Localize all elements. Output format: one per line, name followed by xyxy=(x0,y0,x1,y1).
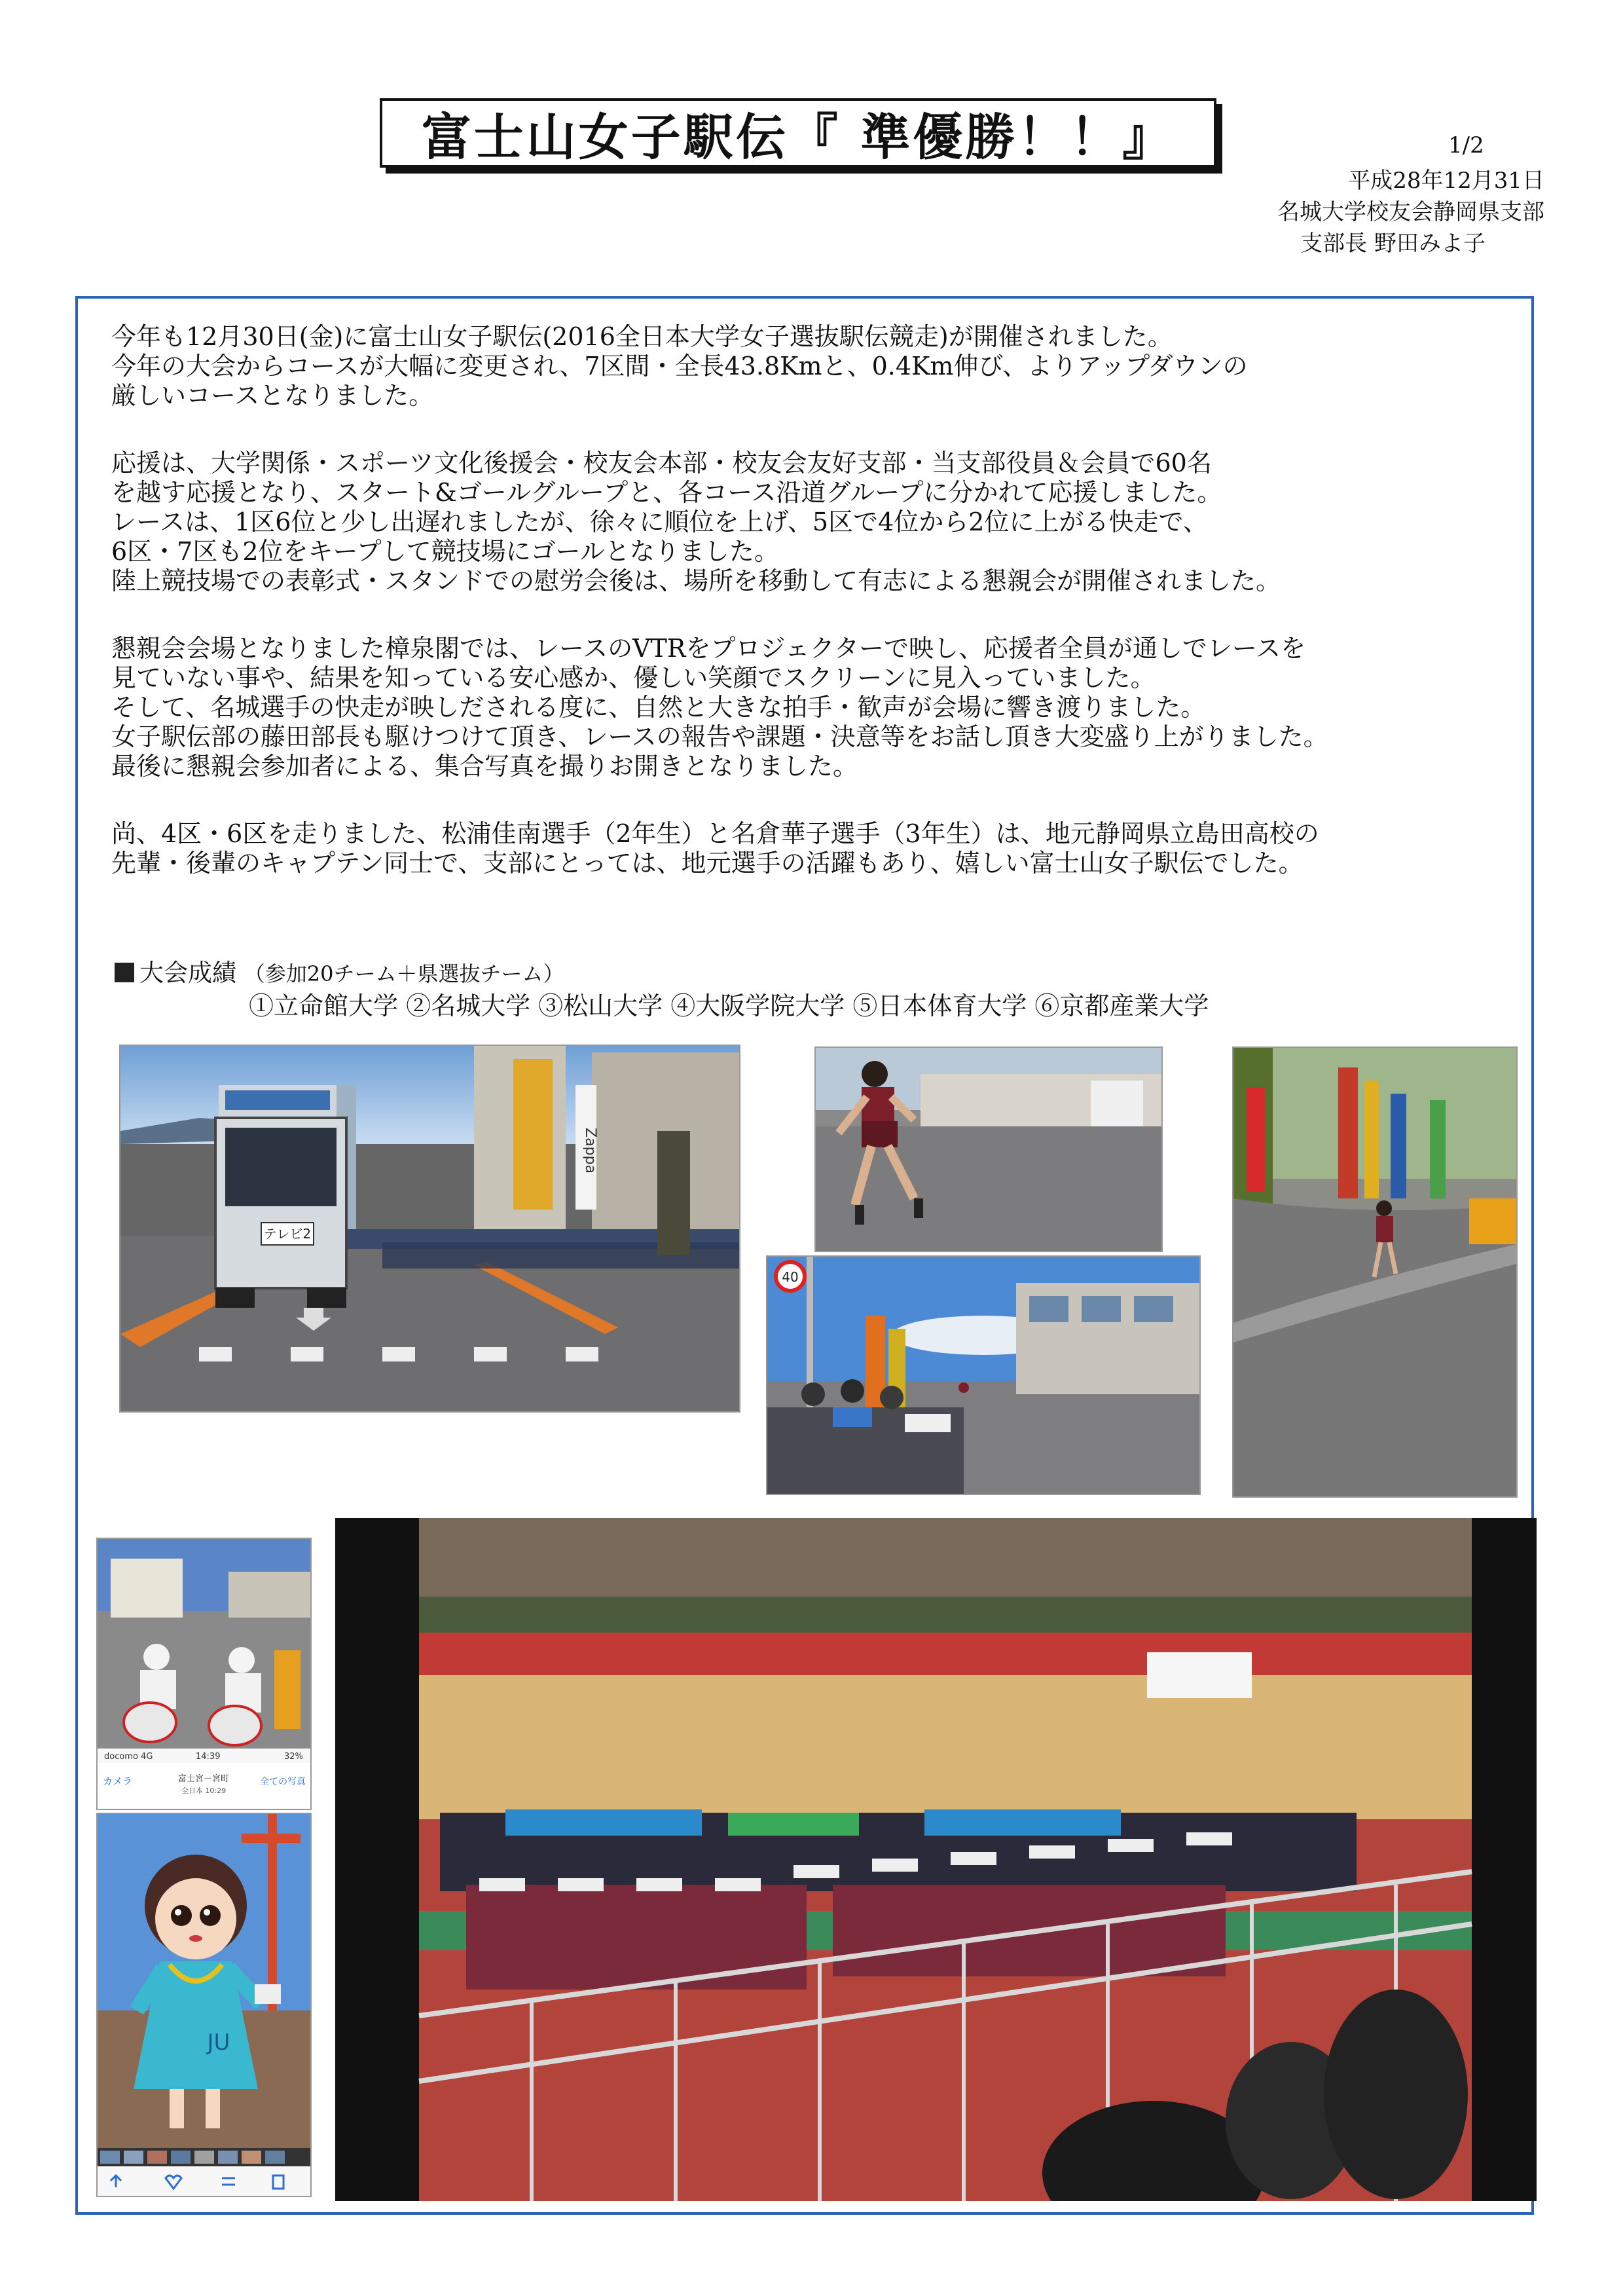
square-bullet-icon xyxy=(115,963,134,982)
phone-battery-text: 32% xyxy=(284,1752,303,1762)
speed-sign-text: 40 xyxy=(782,1269,799,1285)
phone-back-label: カメラ xyxy=(103,1775,133,1787)
results-note: （参加20チーム＋県選抜チーム） xyxy=(244,961,564,986)
paragraph-3-line: 女子駅伝部の藤田部長も駆けつけて頂き、レースの報告や課題・決意等をお話し頂き大変盛り上がりました。 xyxy=(111,722,1328,751)
paragraph-2-line: レースは、1区6位と少し出遅れましたが、徐々に順位を上げ、5区で4位から2位に上がる快走で、 xyxy=(111,508,1208,536)
truck-sign-text: テレビ2 xyxy=(263,1226,312,1242)
paragraph-3-line: そして、名城選手の快走が映しだされる度に、自然と大きな拍手・歓声が会場に響き渡りました。 xyxy=(111,693,1206,722)
phone-status-text: docomo 4G xyxy=(104,1752,153,1762)
paragraph-3-line: 最後に懇親会参加者による、集合写真を撮りお開きとなりました。 xyxy=(111,752,858,781)
page-number: 1/2 xyxy=(1448,132,1484,158)
results-title: 大会成績 xyxy=(139,959,236,987)
header-meta xyxy=(1277,165,1544,259)
photo-police-motorcycles xyxy=(96,1538,312,1810)
results-rankings: ①立命館大学 ②名城大学 ③松山大学 ④大阪学院大学 ⑤日本体育大学 ⑥京都産業大学 xyxy=(249,991,1209,1020)
store-sign-text: Zappa xyxy=(582,1128,598,1174)
paragraph-3-line: 見ていない事や、結果を知っている安心感か、優しい笑顔でスクリーンに見入っていました。 xyxy=(111,663,1156,692)
paragraph-1-line: 今年の大会からコースが大幅に変更され、7区間・全長43.8Kmと、0.4Km伸び、よりアップダウンの xyxy=(111,352,1248,380)
phone-all-photos-label: 全ての写真 xyxy=(260,1777,306,1787)
paragraph-3-line: 懇親会会場となりました樟泉閣では、レースのVTRをプロジェクターで映し、応援者全員が通しでレースを xyxy=(111,634,1306,663)
title-box xyxy=(380,98,1216,168)
photo-roadside-supporters xyxy=(766,1255,1201,1495)
results-heading xyxy=(115,953,564,988)
paragraph-1-line: 今年も12月30日(金)に富士山女子駅伝(2016全日本大学女子選抜駅伝競走)が開催されました。 xyxy=(111,322,1173,351)
photo-stadium-ceremony xyxy=(335,1518,1537,2201)
organization: 名城大学校友会静岡県支部 xyxy=(1277,199,1544,225)
photo-mascot xyxy=(96,1813,312,2197)
paragraph-2-line: を越す応援となり、スタート&ゴールグループと、各コース沿道グループに分かれて応援しました。 xyxy=(111,478,1222,507)
paragraph-2-line: 応援は、大学関係・スポーツ文化後援会・校友会本部・校友会友好支部・当支部役員＆会員で60名 xyxy=(111,449,1212,477)
photo-tv-truck xyxy=(119,1045,740,1413)
phone-time-text: 14:39 xyxy=(196,1752,221,1762)
phone-date-text: 全日本 10:29 xyxy=(181,1787,227,1795)
page-title: 富士山女子駅伝『 準優勝！！』 xyxy=(421,107,1175,166)
paragraph-2-line: 陸上競技場での表彰式・スタンドでの慰労会後は、場所を移動して有志による懇親会が開催されました。 xyxy=(111,566,1281,595)
author: 支部長 野田みよ子 xyxy=(1300,231,1486,257)
phone-location-text: 富士宮－宮町 xyxy=(177,1774,230,1784)
article-body xyxy=(111,322,1499,878)
issue-date: 平成28年12月31日 xyxy=(1348,168,1544,194)
paragraph-4-line: 尚、4区・6区を走りました、松浦佳南選手（2年生）と名倉華子選手（3年生）は、地元静岡県立島田高校の xyxy=(111,819,1319,848)
paragraph-2-line: 6区・7区も2位をキープして競技場にゴールとなりました。 xyxy=(111,537,779,566)
paragraph-1-line: 厳しいコースとなりました。 xyxy=(111,381,434,410)
photo-runner-hill xyxy=(1232,1046,1518,1498)
mascot-logo-text: JU xyxy=(207,2029,230,2056)
photo-runner xyxy=(814,1046,1163,1252)
paragraph-4-line: 先輩・後輩のキャプテン同士で、支部にとっては、地元選手の活躍もあり、嬉しい富士山女子駅伝でした。 xyxy=(111,849,1304,878)
